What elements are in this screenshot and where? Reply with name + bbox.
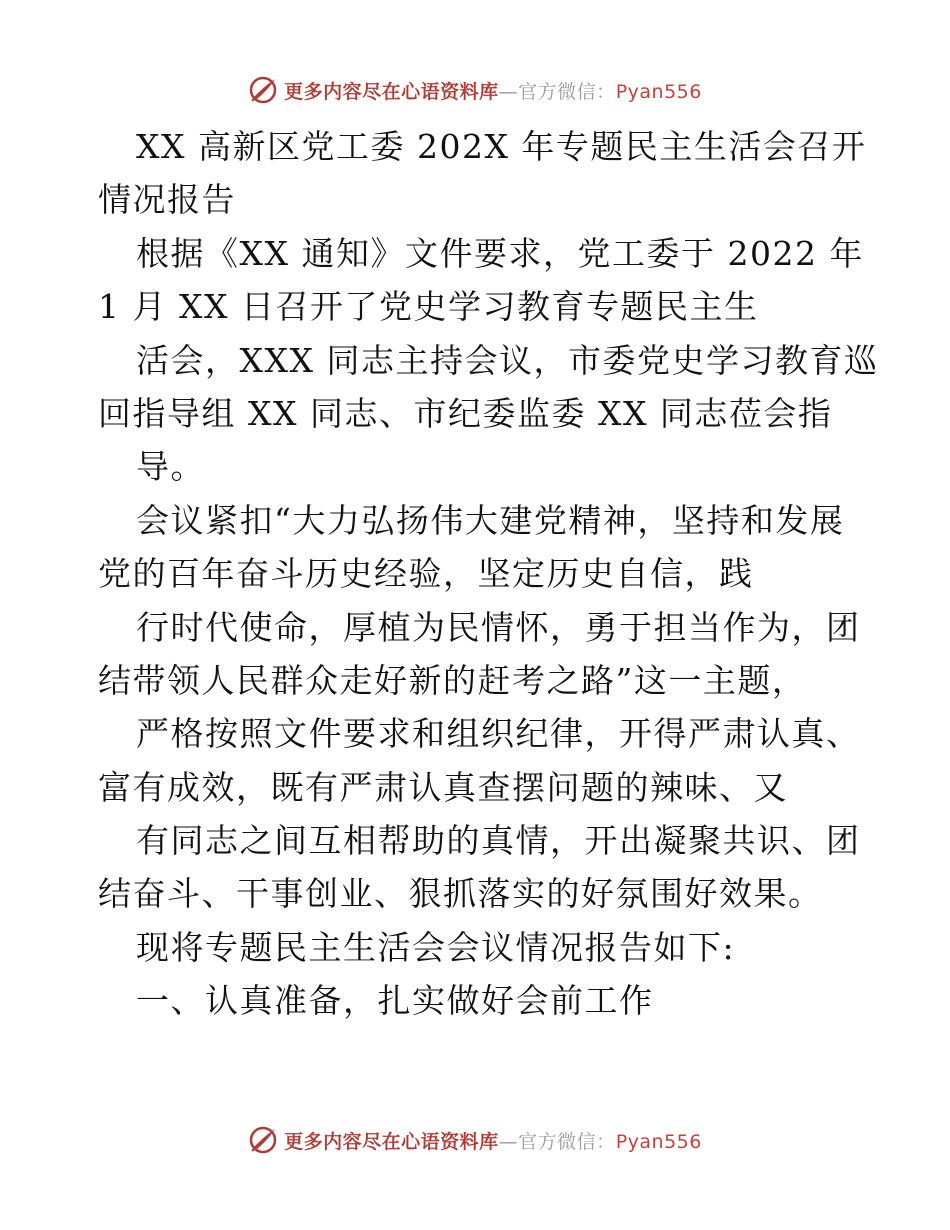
- text-line: 回指导组 XX 同志、市纪委监委 XX 同志莅会指: [98, 393, 833, 433]
- text-line: 结奋斗、干事创业、狠抓落实的好氛围好效果。: [98, 874, 823, 914]
- watermark-banner-top: [0, 70, 950, 110]
- text-line: 一、认真准备，扎实做好会前工作: [136, 981, 654, 1021]
- watermark-text: 更多内容尽在心语资料库—官方微信：Pyan556: [284, 1130, 702, 1153]
- quill-logo-icon: [248, 75, 278, 105]
- text-line: 富有成效，既有严肃认真查摆问题的辣味、又: [98, 767, 788, 807]
- text-line: 情况报告: [98, 180, 236, 220]
- document-body: [98, 120, 879, 1028]
- text-line: 有同志之间互相帮助的真情，开出凝聚共识、团: [136, 821, 861, 861]
- watermark-text: 更多内容尽在心语资料库—官方微信：Pyan556: [284, 80, 702, 103]
- text-line: 现将专题民主生活会会议情况报告如下:: [136, 927, 736, 967]
- text-line: 行时代使命，厚植为民情怀，勇于担当作为，团: [136, 607, 861, 647]
- watermark-banner-bottom: [0, 1120, 950, 1160]
- text-line: 导。: [136, 447, 205, 487]
- text-line: 根据《XX 通知》文件要求，党工委于 2022 年: [136, 233, 864, 273]
- text-line: 结带领人民群众走好新的赶考之路”这一主题，: [98, 660, 807, 700]
- text-line: XX 高新区党工委 202X 年专题民主生活会召开: [136, 127, 867, 166]
- text-line: 会议紧扣“大力弘扬伟大建党精神，坚持和发展: [136, 500, 845, 540]
- text-line: 严格按照文件要求和组织纪律，开得严肃认真、: [136, 714, 861, 754]
- quill-logo-icon: [248, 1125, 278, 1155]
- text-line: 活会，XXX 同志主持会议，市委党史学习教育巡: [136, 340, 879, 380]
- text-line: 党的百年奋斗历史经验，坚定历史自信，践: [98, 554, 754, 594]
- text-line: 1 月 XX 日召开了党史学习教育专题民主生: [98, 287, 759, 327]
